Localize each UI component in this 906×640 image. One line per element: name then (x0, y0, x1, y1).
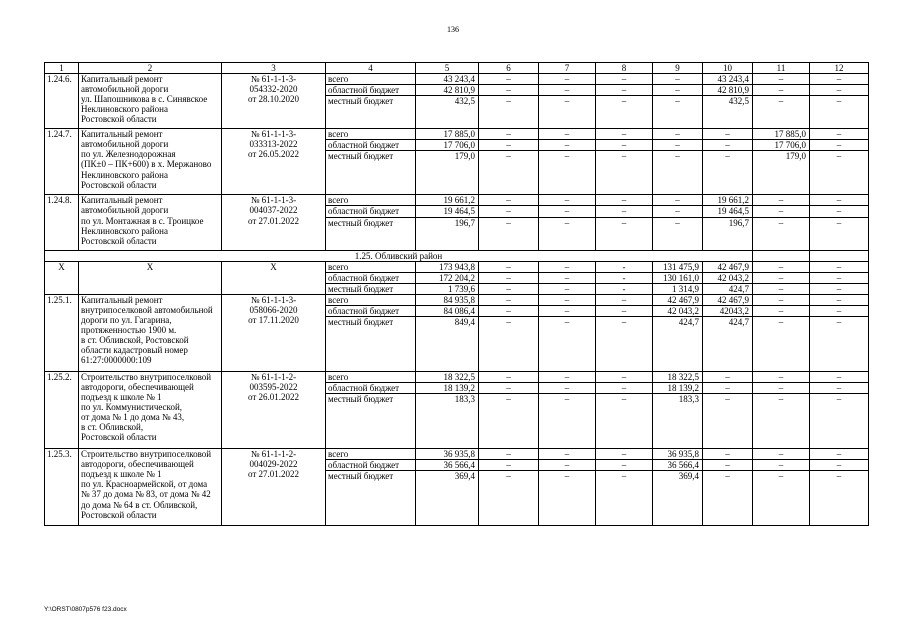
object-name-line: в ст. Обливской, Ростовской (81, 335, 189, 346)
document-reference-line: от 28.10.2020 (247, 94, 300, 105)
amount-cell-c5: 42 810,9 (416, 85, 479, 96)
amount-cell-c12: – (810, 206, 869, 217)
object-name-line: по ул. Монтажная в с. Троицкое (81, 215, 204, 226)
amount-cell-c10: – (703, 129, 753, 140)
amount-cell-c9: 131 475,9 (653, 261, 703, 272)
object-name-line: Капитальный ремонт (81, 195, 163, 206)
amount-cell-c6: – (479, 372, 539, 383)
funding-source: областной бюджет (326, 206, 416, 217)
amount-cell-c8: – (596, 471, 653, 526)
amount-cell-c11: – (753, 317, 810, 372)
amount-cell-c7: – (539, 460, 596, 471)
amount-cell-c11: – (753, 305, 810, 316)
section-empty-cell (810, 250, 869, 261)
amount-cell-c7: – (539, 217, 596, 250)
amount-cell-c5: 369,4 (416, 471, 479, 526)
amount-cell-c11: 179,0 (753, 151, 810, 195)
item-number: 1.24.8. (45, 195, 79, 250)
amount-cell-c9: – (653, 85, 703, 96)
amount-cell-c9: 42 043,2 (653, 305, 703, 316)
object-name-line: от дома № 1 до дома № 43, (81, 412, 185, 423)
amount-cell-c11: – (753, 85, 810, 96)
amount-cell-c6: – (479, 140, 539, 151)
amount-cell-c9: 183,3 (653, 394, 703, 449)
amount-cell-c10: – (703, 372, 753, 383)
funding-source: областной бюджет (326, 383, 416, 394)
amount-cell-c10: 42 467,9 (703, 294, 753, 305)
amount-cell-c5: 84 935,8 (416, 294, 479, 305)
column-number: 3 (222, 63, 326, 74)
amount-cell-c12: – (810, 283, 869, 294)
table-row (45, 195, 869, 206)
document-reference-line: от 17.11.2020 (248, 315, 299, 326)
amount-cell-c6: – (479, 317, 539, 372)
amount-cell-c11: – (753, 96, 810, 129)
amount-cell-c6: – (479, 129, 539, 140)
column-number: 1 (45, 63, 79, 74)
funding-source: областной бюджет (326, 140, 416, 151)
amount-cell-c11: – (753, 261, 810, 272)
amount-cell-c8: - (596, 261, 653, 272)
object-name (79, 74, 222, 129)
amount-cell-c12: – (810, 195, 869, 206)
funding-source: областной бюджет (326, 272, 416, 283)
object-name-line: подъезд к школе № 1 (81, 469, 162, 480)
amount-cell-c12: – (810, 372, 869, 383)
amount-cell-c8: – (596, 294, 653, 305)
amount-cell-c9: 18 139,2 (653, 383, 703, 394)
amount-cell-c9: – (653, 129, 703, 140)
document-reference (222, 449, 326, 526)
object-name-line: № 37 до дома № 83, от дома № 42 (81, 489, 211, 500)
amount-cell-c11: – (753, 460, 810, 471)
amount-cell-c12: – (810, 140, 869, 151)
object-name-line: автодороги, обеспечивающей (81, 459, 194, 470)
amount-cell-c7: – (539, 206, 596, 217)
amount-cell-c5: 18 322,5 (416, 372, 479, 383)
amount-cell-c7: – (539, 85, 596, 96)
document-reference-line: от 26.01.2022 (247, 392, 300, 403)
amount-cell-c9: – (653, 140, 703, 151)
funding-source: местный бюджет (326, 283, 416, 294)
amount-cell-c9: – (653, 195, 703, 206)
object-name-line: в ст. Обливской, (81, 422, 144, 433)
amount-cell-c5: 43 243,4 (416, 74, 479, 85)
item-number: 1.25.3. (45, 449, 79, 526)
amount-cell-c12: – (810, 449, 869, 460)
amount-cell-c6: – (479, 272, 539, 283)
object-name-line: 61:27:0000000:109 (81, 355, 152, 366)
funding-source: местный бюджет (326, 151, 416, 195)
financing-table (44, 62, 869, 526)
amount-cell-c8: – (596, 74, 653, 85)
amount-cell-c11: – (753, 294, 810, 305)
amount-cell-c11: – (753, 471, 810, 526)
amount-cell-c10: 432,5 (703, 96, 753, 129)
column-number: 12 (810, 63, 869, 74)
document-reference (222, 372, 326, 449)
object-name-line: Строительство внутрипоселковой (81, 449, 212, 460)
amount-cell-c12: – (810, 294, 869, 305)
document-reference-line: 058066-2020 (249, 304, 298, 315)
object-name-line: Капитальный ремонт (81, 294, 163, 305)
amount-cell-c10: – (703, 460, 753, 471)
amount-cell-c12: – (810, 305, 869, 316)
object-name-line: по ул. Железнодорожная (81, 149, 176, 160)
object-name-line: внутрипоселковой автомобильной (81, 304, 213, 315)
document-reference (222, 294, 326, 371)
document-reference-line: 003595-2022 (249, 382, 298, 393)
document-reference-line: № 61-1-1-3- (250, 74, 297, 85)
table-row (45, 449, 869, 460)
funding-source: всего (326, 261, 416, 272)
object-name-line: Ростовской области (81, 235, 157, 246)
funding-source: местный бюджет (326, 217, 416, 250)
object-name-line: автомобильной дороги (81, 139, 169, 150)
amount-cell-c9: 424,7 (653, 317, 703, 372)
amount-cell-c5: 1 739,6 (416, 283, 479, 294)
amount-cell-c8: - (596, 283, 653, 294)
funding-source: всего (326, 294, 416, 305)
amount-cell-c11: – (753, 383, 810, 394)
table-row (45, 129, 869, 140)
amount-cell-c8: – (596, 372, 653, 383)
amount-cell-c11: – (753, 272, 810, 283)
amount-cell-c8: – (596, 195, 653, 206)
funding-source: местный бюджет (326, 394, 416, 449)
amount-cell-c10: 42 810,9 (703, 85, 753, 96)
amount-cell-c9: 36 935,8 (653, 449, 703, 460)
amount-cell-c10: 19 464,5 (703, 206, 753, 217)
amount-cell-c6: – (479, 383, 539, 394)
amount-cell-c7: – (539, 74, 596, 85)
amount-cell-c5: 183,3 (416, 394, 479, 449)
amount-cell-c10: – (703, 394, 753, 449)
amount-cell-c8: – (596, 449, 653, 460)
object-name (79, 129, 222, 195)
document-reference-line: 004029-2022 (249, 459, 298, 470)
amount-cell-c7: – (539, 272, 596, 283)
amount-cell-c5: 17 706,0 (416, 140, 479, 151)
funding-source: областной бюджет (326, 305, 416, 316)
amount-cell-c7: – (539, 372, 596, 383)
amount-cell-c10: – (703, 383, 753, 394)
amount-cell-c8: – (596, 151, 653, 195)
amount-cell-c12: – (810, 460, 869, 471)
amount-cell-c9: – (653, 96, 703, 129)
amount-cell-c5: 36 566,4 (416, 460, 479, 471)
amount-cell-c6: – (479, 471, 539, 526)
amount-cell-c10: 42 043,2 (703, 272, 753, 283)
amount-cell-c5: 19 464,5 (416, 206, 479, 217)
section-total-row (45, 261, 869, 272)
amount-cell-c6: – (479, 217, 539, 250)
item-number: 1.24.7. (45, 129, 79, 195)
amount-cell-c7: – (539, 471, 596, 526)
amount-cell-c9: 1 314,9 (653, 283, 703, 294)
amount-cell-c8: – (596, 96, 653, 129)
amount-cell-c8: - (596, 272, 653, 283)
amount-cell-c12: – (810, 261, 869, 272)
amount-cell-c10: 424,7 (703, 317, 753, 372)
amount-cell-c6: – (479, 261, 539, 272)
funding-source: местный бюджет (326, 96, 416, 129)
funding-source: областной бюджет (326, 460, 416, 471)
object-name-line: Неклиновского района (81, 169, 168, 180)
amount-cell-c9: 42 467,9 (653, 294, 703, 305)
amount-cell-c9: 369,4 (653, 471, 703, 526)
object-name-line: (ПК±0 – ПК+600) в х. Мержаново (81, 159, 212, 170)
amount-cell-c7: – (539, 449, 596, 460)
object-name-line: автомобильной дороги (81, 84, 169, 95)
amount-cell-c5: 84 086,4 (416, 305, 479, 316)
item-number: 1.24.6. (45, 74, 79, 129)
amount-cell-c12: – (810, 151, 869, 195)
section-empty-cell (753, 250, 810, 261)
amount-cell-c7: – (539, 195, 596, 206)
amount-cell-c6: – (479, 460, 539, 471)
column-number: 7 (539, 63, 596, 74)
object-name-line: по ул. Красноармейской, от дома (81, 479, 208, 490)
amount-cell-c5: 19 661,2 (416, 195, 479, 206)
amount-cell-c7: – (539, 129, 596, 140)
column-number: 4 (326, 63, 416, 74)
amount-cell-c12: – (810, 74, 869, 85)
amount-cell-c10: 19 661,2 (703, 195, 753, 206)
document-reference-line: от 26.05.2022 (247, 149, 300, 160)
funding-source: всего (326, 74, 416, 85)
amount-cell-c8: – (596, 85, 653, 96)
amount-cell-c11: – (753, 283, 810, 294)
amount-cell-c6: – (479, 96, 539, 129)
object-name-line: Капитальный ремонт (81, 129, 163, 140)
funding-source: всего (326, 372, 416, 383)
amount-cell-c6: – (479, 195, 539, 206)
amount-cell-c12: – (810, 272, 869, 283)
object-name-line: Ростовской области (81, 114, 157, 125)
amount-cell-c11: – (753, 74, 810, 85)
amount-cell-c7: – (539, 394, 596, 449)
amount-cell-c8: – (596, 305, 653, 316)
amount-cell-c11: – (753, 372, 810, 383)
amount-cell-c5: 36 935,8 (416, 449, 479, 460)
amount-cell-c6: – (479, 206, 539, 217)
object-name-line: дороги по ул. Гагарина, (81, 315, 172, 326)
page-number: 136 (447, 25, 459, 34)
amount-cell-c10: 42043,2 (703, 305, 753, 316)
document-reference (222, 129, 326, 195)
amount-cell-c9: 36 566,4 (653, 460, 703, 471)
funding-source: всего (326, 129, 416, 140)
document-reference-line: 004037-2022 (249, 205, 298, 216)
amount-cell-c11: 17 706,0 (753, 140, 810, 151)
amount-cell-c6: – (479, 294, 539, 305)
document-reference-line: № 61-1-1-3- (250, 294, 297, 305)
funding-source: местный бюджет (326, 317, 416, 372)
object-name-line: до дома № 64 в ст. Обливской, (81, 499, 198, 510)
document-reference (222, 74, 326, 129)
amount-cell-c5: 18 139,2 (416, 383, 479, 394)
object-name-line: Строительство внутрипоселковой (81, 372, 212, 383)
section-title: 1.25. Обливский район (45, 250, 753, 261)
funding-source: всего (326, 449, 416, 460)
amount-cell-c9: 130 161,0 (653, 272, 703, 283)
object-name-line: автодороги, обеспечивающей (81, 382, 194, 393)
amount-cell-c7: – (539, 140, 596, 151)
table-row (45, 74, 869, 85)
amount-cell-c12: – (810, 394, 869, 449)
amount-cell-c10: 424,7 (703, 283, 753, 294)
object-name (79, 294, 222, 371)
funding-source: областной бюджет (326, 85, 416, 96)
amount-cell-c7: – (539, 283, 596, 294)
item-number: 1.25.2. (45, 372, 79, 449)
amount-cell-c7: – (539, 305, 596, 316)
amount-cell-c11: – (753, 449, 810, 460)
total-marker: Х (45, 261, 79, 294)
column-number: 8 (596, 63, 653, 74)
amount-cell-c6: – (479, 85, 539, 96)
table-row (45, 372, 869, 383)
amount-cell-c8: – (596, 394, 653, 449)
document-reference-line: 033313-2022 (249, 139, 298, 150)
amount-cell-c10: – (703, 471, 753, 526)
object-name-line: Неклиновского района (81, 225, 168, 236)
amount-cell-c7: – (539, 383, 596, 394)
document-reference-line: 054332-2020 (249, 84, 298, 95)
amount-cell-c11: – (753, 217, 810, 250)
amount-cell-c7: – (539, 151, 596, 195)
amount-cell-c11: – (753, 394, 810, 449)
amount-cell-c7: – (539, 96, 596, 129)
amount-cell-c10: 42 467,9 (703, 261, 753, 272)
section-heading-row (45, 250, 869, 261)
object-name-line: подъезд к школе № 1 (81, 392, 162, 403)
amount-cell-c9: 18 322,5 (653, 372, 703, 383)
amount-cell-c6: – (479, 74, 539, 85)
amount-cell-c10: – (703, 140, 753, 151)
amount-cell-c9: – (653, 217, 703, 250)
object-name (79, 195, 222, 250)
amount-cell-c10: – (703, 449, 753, 460)
column-number: 2 (79, 63, 222, 74)
total-marker: Х (222, 261, 326, 294)
amount-cell-c10: – (703, 151, 753, 195)
document-reference-line: № 61-1-1-2- (250, 372, 297, 383)
column-number-row (45, 63, 869, 74)
amount-cell-c10: 196,7 (703, 217, 753, 250)
file-path-footer: Y:\ORST\0807p576 f23.docx (44, 606, 127, 613)
amount-cell-c5: 179,0 (416, 151, 479, 195)
amount-cell-c11: – (753, 206, 810, 217)
object-name-line: Ростовской области (81, 179, 157, 190)
amount-cell-c8: – (596, 140, 653, 151)
amount-cell-c8: – (596, 460, 653, 471)
object-name-line: ул. Шапошникова в с. Синявское (81, 94, 208, 105)
amount-cell-c8: – (596, 129, 653, 140)
object-name (79, 449, 222, 526)
amount-cell-c12: – (810, 317, 869, 372)
amount-cell-c9: – (653, 206, 703, 217)
amount-cell-c8: – (596, 317, 653, 372)
amount-cell-c12: – (810, 383, 869, 394)
document-reference-line: от 27.01.2022 (247, 215, 300, 226)
amount-cell-c12: – (810, 471, 869, 526)
amount-cell-c9: – (653, 151, 703, 195)
amount-cell-c6: – (479, 449, 539, 460)
column-number: 5 (416, 63, 479, 74)
object-name-line: автомобильной дороги (81, 205, 169, 216)
amount-cell-c5: 172 204,2 (416, 272, 479, 283)
amount-cell-c10: 43 243,4 (703, 74, 753, 85)
amount-cell-c8: – (596, 217, 653, 250)
amount-cell-c7: – (539, 294, 596, 305)
amount-cell-c6: – (479, 283, 539, 294)
column-number: 9 (653, 63, 703, 74)
amount-cell-c12: – (810, 217, 869, 250)
amount-cell-c8: – (596, 206, 653, 217)
amount-cell-c5: 17 885,0 (416, 129, 479, 140)
object-name-line: Капитальный ремонт (81, 74, 163, 85)
object-name-line: Ростовской области (81, 509, 157, 520)
document-reference-line: от 27.01.2022 (247, 469, 300, 480)
total-marker: Х (79, 261, 222, 294)
amount-cell-c5: 432,5 (416, 96, 479, 129)
amount-cell-c7: – (539, 261, 596, 272)
amount-cell-c6: – (479, 305, 539, 316)
object-name (79, 372, 222, 449)
column-number: 10 (703, 63, 753, 74)
amount-cell-c6: – (479, 151, 539, 195)
amount-cell-c7: – (539, 317, 596, 372)
document-reference-line: № 61-1-1-2- (250, 449, 297, 460)
object-name-line: Ростовской области (81, 432, 157, 443)
object-name-line: области кадастровый номер (81, 345, 188, 356)
amount-cell-c9: – (653, 74, 703, 85)
column-number: 11 (753, 63, 810, 74)
object-name-line: протяженностью 1900 м. (81, 325, 177, 336)
object-name-line: по ул. Коммунистической, (81, 402, 183, 413)
funding-source: всего (326, 195, 416, 206)
item-number: 1.25.1. (45, 294, 79, 371)
amount-cell-c5: 196,7 (416, 217, 479, 250)
document-reference-line: № 61-1-1-3- (250, 195, 297, 206)
document-reference-line: № 61-1-1-3- (250, 129, 297, 140)
amount-cell-c5: 849,4 (416, 317, 479, 372)
amount-cell-c5: 173 943,8 (416, 261, 479, 272)
amount-cell-c8: – (596, 383, 653, 394)
amount-cell-c11: – (753, 195, 810, 206)
amount-cell-c12: – (810, 129, 869, 140)
amount-cell-c12: – (810, 85, 869, 96)
funding-source: местный бюджет (326, 471, 416, 526)
document-reference (222, 195, 326, 250)
table-row (45, 294, 869, 305)
amount-cell-c6: – (479, 394, 539, 449)
object-name-line: Неклиновского района (81, 104, 168, 115)
amount-cell-c11: 17 885,0 (753, 129, 810, 140)
amount-cell-c12: – (810, 96, 869, 129)
column-number: 6 (479, 63, 539, 74)
